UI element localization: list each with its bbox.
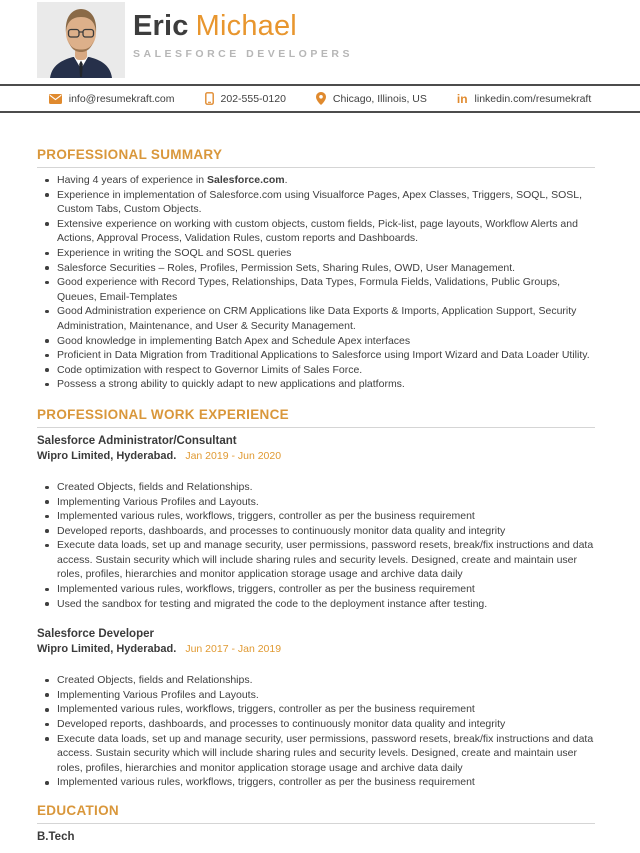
email-value: info@resumekraft.com [68, 92, 175, 105]
job-company: Wipro Limited, Hyderabad. [37, 449, 177, 462]
candidate-role: SALESFORCE DEVELOPERS [133, 48, 353, 60]
last-name: Michael [195, 10, 297, 42]
summary-section-title: PROFESSIONAL SUMMARY [37, 147, 223, 162]
section-divider [37, 427, 595, 428]
experience-bullet: Implemented various rules, workflows, triggers, controller as per the business requirement [45, 509, 595, 524]
job-title: Salesforce Developer [37, 628, 154, 641]
job-subtitle [37, 642, 595, 656]
job-dates: Jun 2017 - Jan 2019 [185, 643, 282, 656]
summary-bullet-list [37, 173, 595, 392]
section-education [37, 803, 595, 843]
summary-bullet: Extensive experience on working with custom objects, custom fields, Pick-list, page layouts, Workflow Alerts and Actions, Approval Process, Validation Rules, custom reports and Dashboards. [45, 217, 595, 246]
profile-photo-illustration [37, 2, 125, 78]
education-degree: B.Tech [37, 831, 75, 843]
experience-bullet: Execute data loads, set up and manage security, user permissions, password resets, break/fix instructions and data access. Sustain security which will include sharing rules and security levels. Designed, create and maintain user roles, profiles, hierarchies and monitor application storage usage and archive data daily [45, 732, 595, 776]
education-section-title: EDUCATION [37, 803, 119, 818]
summary-bullet-text: . [284, 174, 288, 186]
job-entry [37, 434, 595, 611]
experience-bullet: Implemented various rules, workflows, triggers, controller as per the business requirement [45, 702, 595, 717]
job-entry [37, 627, 595, 790]
contact-location [316, 92, 427, 105]
experience-bullet: Created Objects, fields and Relationships. [45, 673, 595, 688]
summary-bullet: Code optimization with respect to Governor Limits of Sales Force. [45, 363, 595, 378]
mobile-phone-icon [205, 92, 214, 105]
summary-bullet: Good knowledge in implementing Batch Apex and Schedule Apex interfaces [45, 334, 595, 349]
contact-phone [205, 92, 286, 105]
job-title: Salesforce Administrator/Consultant [37, 434, 237, 447]
summary-bullet: Proficient in Data Migration from Traditional Applications to Salesforce using Import Wizard and Data Loader Utility. [45, 348, 595, 363]
contact-email [49, 93, 175, 105]
summary-bullet-bold-text: Salesforce.com [207, 174, 285, 186]
job-dates: Jan 2019 - Jun 2020 [185, 449, 282, 462]
summary-bullet: Good Administration experience on CRM Applications like Data Exports & Imports, Application Support, Security Administration, Maintenance, and User & Security Management. [45, 304, 595, 333]
job-bullet-list [37, 480, 595, 611]
job-company: Wipro Limited, Hyderabad. [37, 643, 177, 656]
summary-bullet: Experience in writing the SOQL and SOSL queries [45, 246, 595, 261]
experience-bullet: Implemented various rules, workflows, triggers, controller as per the business requirement [45, 582, 595, 597]
section-professional-summary [37, 147, 595, 392]
candidate-name [133, 10, 353, 42]
summary-bullet: Good experience with Record Types, Relationships, Data Types, Formula Fields, Validations, Public Groups, Queues, Email-Templates [45, 275, 595, 304]
resume-header [0, 0, 640, 84]
experience-bullet: Execute data loads, set up and manage security, user permissions, password resets, break/fix instructions and data access. Sustain security which will include sharing rules and security levels. Designed, create and maintain user roles, profiles, hierarchies and monitor application storage usage and archive data daily [45, 538, 595, 582]
summary-bullet: Salesforce Securities – Roles, Profiles, Permission Sets, Sharing Rules, OWD, User Management. [45, 261, 595, 276]
experience-bullet: Developed reports, dashboards, and processes to continuously monitor data quality and integrity [45, 524, 595, 539]
job-bullet-list [37, 673, 595, 790]
contact-bar [0, 84, 640, 113]
experience-bullet: Implementing Various Profiles and Layouts. [45, 495, 595, 510]
name-block [133, 10, 353, 60]
experience-bullet: Developed reports, dashboards, and processes to continuously monitor data quality and integrity [45, 717, 595, 732]
first-name: Eric [133, 10, 189, 42]
job-subtitle [37, 449, 595, 463]
linkedin-icon: in [456, 91, 468, 106]
section-divider [37, 823, 595, 824]
map-pin-icon [316, 92, 326, 105]
summary-bullet [45, 173, 595, 188]
experience-section-title: PROFESSIONAL WORK EXPERIENCE [37, 406, 289, 422]
section-work-experience [37, 407, 595, 790]
location-value: Chicago, Illinois, US [332, 92, 427, 105]
resume-body [0, 147, 640, 843]
phone-value: 202-555-0120 [220, 92, 286, 105]
summary-bullet: Possess a strong ability to quickly adapt to new applications and platforms. [45, 377, 595, 392]
experience-bullet: Implemented various rules, workflows, triggers, controller as per the business requirement [45, 775, 595, 790]
experience-bullet: Implementing Various Profiles and Layouts. [45, 688, 595, 703]
experience-bullet: Used the sandbox for testing and migrated the code to the deployment instance after testing. [45, 597, 595, 612]
envelope-icon [49, 94, 62, 104]
experience-bullet: Created Objects, fields and Relationships. [45, 480, 595, 495]
summary-bullet-text: Having 4 years of experience in [57, 174, 207, 186]
section-divider [37, 167, 595, 168]
summary-bullet: Experience in implementation of Salesforce.com using Visualforce Pages, Apex Classes, Triggers, SOQL, SOSL, Custom Tabs, Custom Objects. [45, 188, 595, 217]
contact-linkedin [457, 93, 591, 105]
linkedin-value: linkedin.com/resumekraft [474, 92, 592, 105]
profile-photo [37, 2, 125, 78]
